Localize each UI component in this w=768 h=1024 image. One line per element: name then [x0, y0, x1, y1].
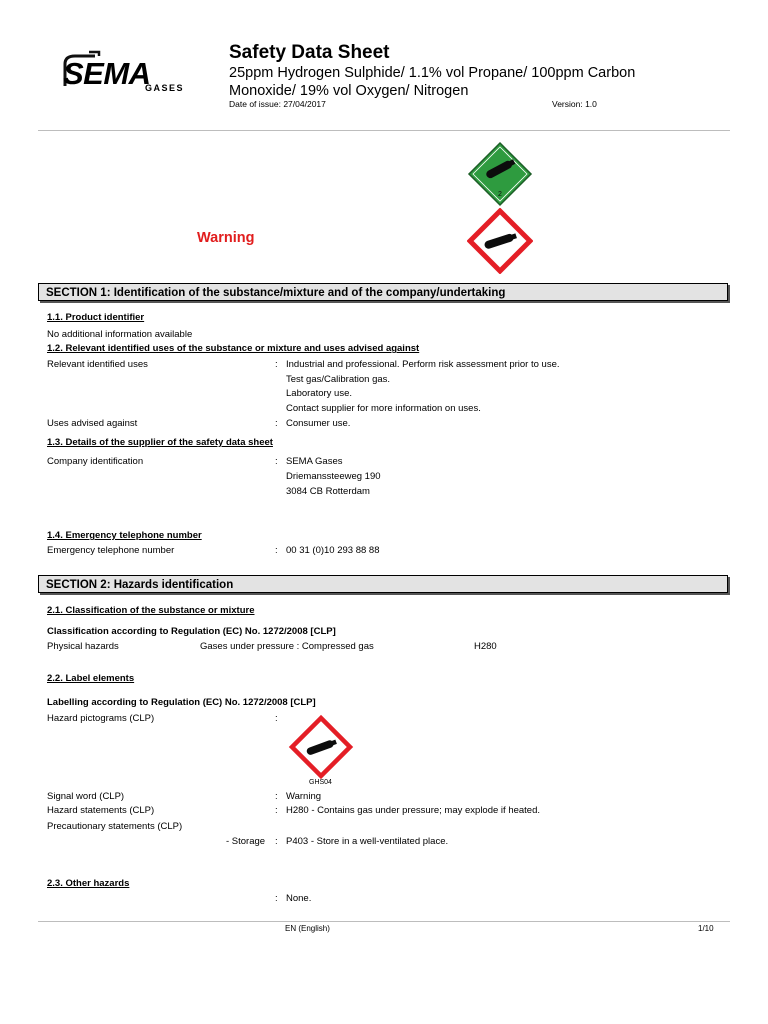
physical-hazards-label: Physical hazards: [47, 641, 119, 652]
footer-divider: [38, 921, 730, 922]
version: Version: 1.0: [552, 99, 597, 109]
product-identifier-text: No additional information available: [47, 329, 193, 340]
date-of-issue: Date of issue: 27/04/2017: [229, 99, 326, 109]
colon: :: [275, 713, 278, 724]
adr-class-2-pictogram-icon: [467, 141, 533, 207]
relevant-use-2: Test gas/Calibration gas.: [286, 374, 391, 385]
colon: :: [275, 805, 278, 816]
sema-gases-logo: [55, 50, 197, 100]
colon: :: [275, 418, 278, 429]
hazard-category: Gases under pressure : Compressed gas: [200, 641, 374, 652]
other-hazards-value: None.: [286, 893, 312, 904]
header-divider: [38, 130, 730, 131]
hazard-statements-label: Hazard statements (CLP): [47, 805, 155, 816]
ghs04-gas-cylinder-pictogram-icon: [467, 208, 533, 274]
logo-subtext: GASES: [145, 83, 185, 93]
adr-label-number: 2: [498, 191, 502, 198]
company-name: SEMA Gases: [286, 456, 343, 467]
hazard-code: H280: [474, 641, 497, 652]
labelling-regulation: Labelling according to Regulation (EC) No. 1272/2008 [CLP]: [47, 697, 316, 708]
page-number: 1/10: [698, 924, 714, 933]
company-city: 3084 CB Rotterdam: [286, 486, 370, 497]
storage-label: - Storage: [226, 836, 266, 847]
section-1-header: SECTION 1: Identification of the substance/mixture and of the company/undertaking: [38, 283, 728, 301]
heading-2-1: 2.1. Classification of the substance or mixture: [47, 605, 255, 616]
section-2-header: SECTION 2: Hazards identification: [38, 575, 728, 593]
colon: :: [275, 893, 278, 904]
product-name: 25ppm Hydrogen Sulphide/ 1.1% vol Propane/ 100ppm Carbon Monoxide/ 19% vol Oxygen/ Nitrogen: [229, 65, 636, 99]
hazard-pictograms-label: Hazard pictograms (CLP): [47, 713, 155, 724]
relevant-use-4: Contact supplier for more information on uses.: [286, 403, 481, 414]
signal-word-value: Warning: [286, 791, 322, 802]
uses-advised-against-value: Consumer use.: [286, 418, 351, 429]
emergency-phone-label: Emergency telephone number: [47, 545, 175, 556]
heading-1-1: 1.1. Product identifier: [47, 312, 145, 323]
company-street: Driemanssteeweg 190: [286, 471, 381, 482]
colon: :: [275, 791, 278, 802]
signal-word-label: Signal word (CLP): [47, 791, 125, 802]
heading-2-2: 2.2. Label elements: [47, 673, 135, 684]
storage-statement: P403 - Store in a well-ventilated place.: [286, 836, 449, 847]
company-identification-label: Company identification: [47, 456, 144, 467]
relevant-use-1: Industrial and professional. Perform risk assessment prior to use.: [286, 359, 560, 370]
colon: :: [275, 545, 278, 556]
ghs04-pictogram-small-icon: [288, 714, 354, 780]
logo-text: SEMA: [63, 56, 151, 91]
heading-1-3: 1.3. Details of the supplier of the safety data sheet: [47, 437, 273, 448]
relevant-uses-label: Relevant identified uses: [47, 359, 148, 370]
document-title: Safety Data Sheet: [229, 42, 390, 63]
classification-regulation: Classification according to Regulation (EC) No. 1272/2008 [CLP]: [47, 626, 336, 637]
pictogram-code: GHS04: [309, 779, 332, 786]
precautionary-statements-label: Precautionary statements (CLP): [47, 821, 183, 832]
uses-advised-against-label: Uses advised against: [47, 418, 138, 429]
heading-1-4: 1.4. Emergency telephone number: [47, 530, 202, 541]
emergency-phone-number[interactable]: 00 31 (0)10 293 88 88: [286, 545, 380, 556]
hazard-statement-value: H280 - Contains gas under pressure; may explode if heated.: [286, 805, 541, 816]
heading-1-2: 1.2. Relevant identified uses of the substance or mixture and uses advised against: [47, 343, 420, 354]
relevant-use-3: Laboratory use.: [286, 388, 353, 399]
heading-2-3: 2.3. Other hazards: [47, 878, 130, 889]
colon: :: [275, 836, 278, 847]
signal-word-banner: Warning: [197, 230, 255, 246]
colon: :: [275, 359, 278, 370]
footer-language: EN (English): [285, 924, 330, 933]
colon: :: [275, 456, 278, 467]
